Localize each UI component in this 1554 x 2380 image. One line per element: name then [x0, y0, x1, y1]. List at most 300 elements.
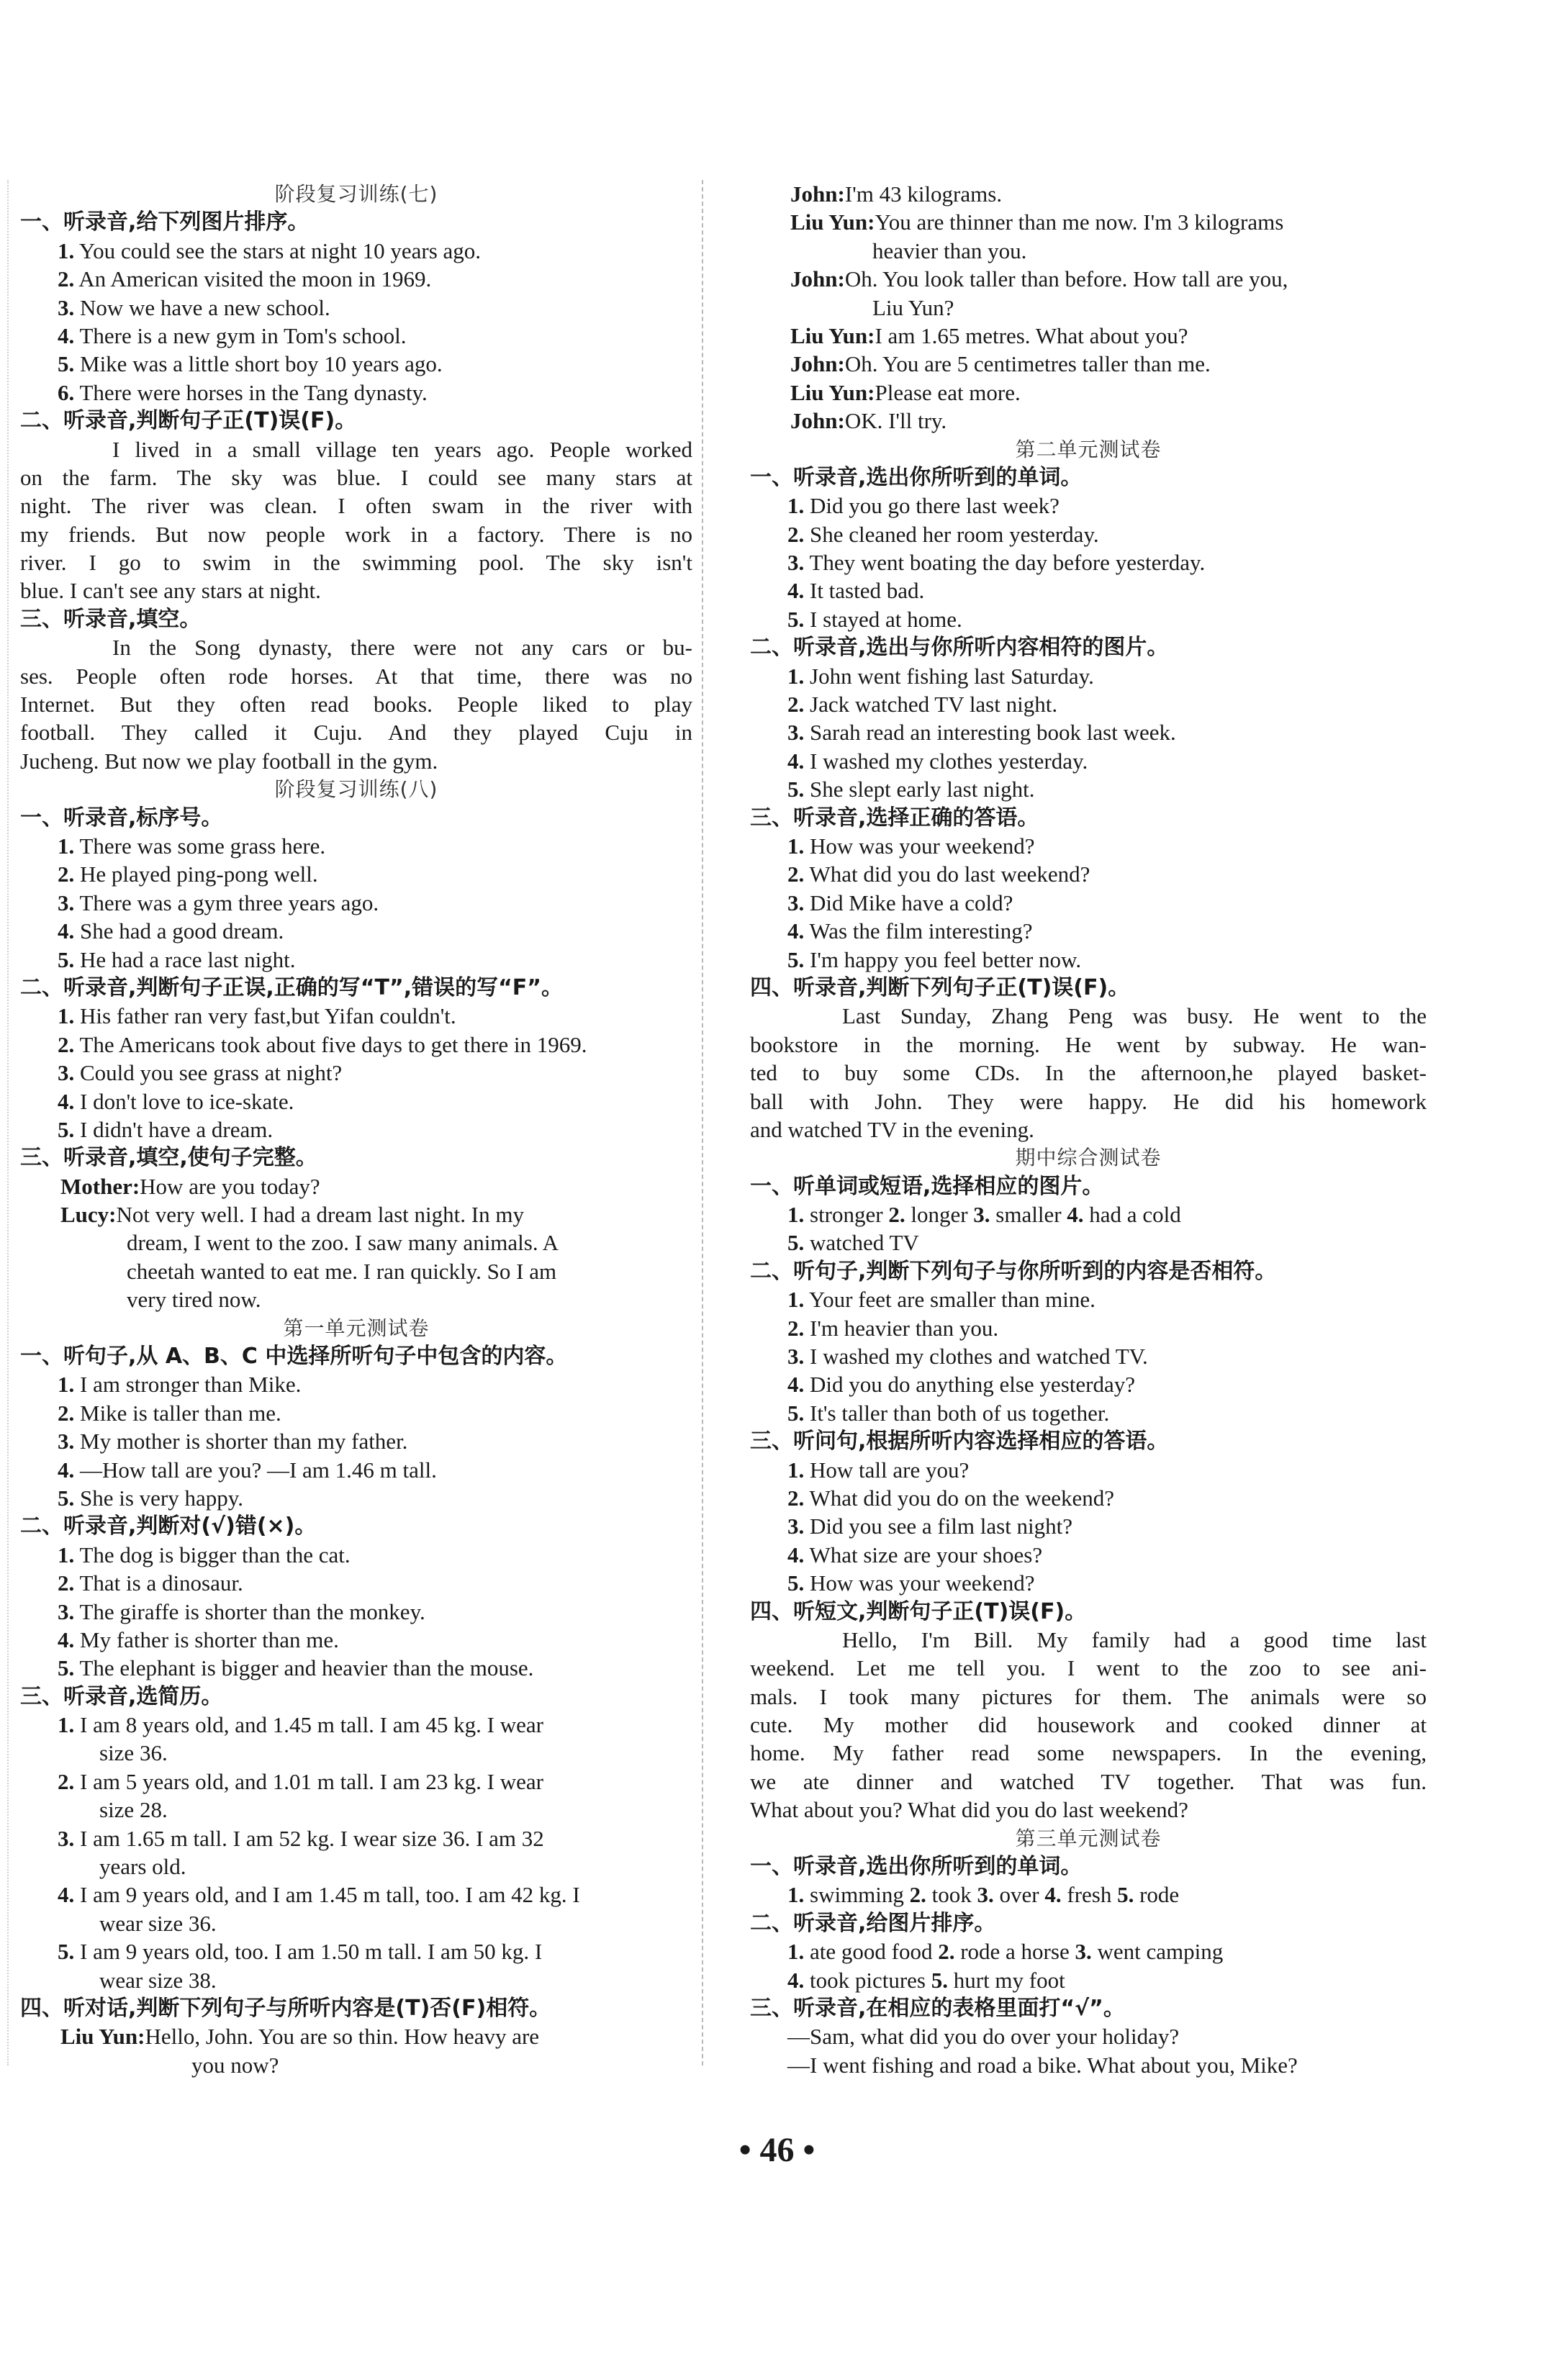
- answer-item: [20, 832, 692, 860]
- item-text: I washed my clothes and watched TV.: [810, 1344, 1148, 1370]
- passage-line: ses. People often rode horses. At that time, there was no: [20, 663, 692, 689]
- dialogue-text: OK. I'll try.: [844, 408, 947, 434]
- answer-item-continued: years old.: [99, 1854, 186, 1880]
- dialogue-text: Oh. You look taller than before. How tall are you,: [844, 266, 1288, 292]
- item-text: It's taller than both of us together.: [810, 1400, 1110, 1426]
- question-heading: 二、听录音,选出与你所听内容相符的图片。: [750, 635, 1169, 661]
- passage-line: my friends. But now people work in a factory. There is no: [20, 521, 692, 547]
- dialogue-line: [750, 180, 1427, 208]
- answer-item: [20, 1569, 692, 1597]
- dialogue-text: Hello, John. You are so thin. How heavy are: [145, 2024, 540, 2050]
- item-text: What did you do last weekend?: [809, 861, 1090, 887]
- answer-item: [20, 1059, 692, 1087]
- passage-line: What about you? What did you do last weekend?: [750, 1797, 1188, 1823]
- item-number: 2.: [58, 1768, 75, 1794]
- item-text: What did you do on the weekend?: [809, 1485, 1114, 1511]
- item-text: I am 9 years old, too. I am 1.50 m tall. I am 50 kg. I: [80, 1939, 543, 1965]
- dialogue-text: I'm 43 kilograms.: [844, 181, 1003, 207]
- item-text: longer: [911, 1202, 968, 1228]
- item-number: 4.: [58, 1088, 75, 1114]
- answer-item: [750, 605, 1427, 633]
- answer-item: [20, 1881, 692, 1909]
- item-number: 2.: [787, 1315, 805, 1341]
- item-number: 5.: [1117, 1882, 1134, 1908]
- item-text: Jack watched TV last night.: [810, 692, 1058, 718]
- item-number: 4.: [787, 578, 805, 604]
- answer-item: [20, 350, 692, 378]
- item-number: 2.: [787, 521, 805, 547]
- item-text: I am 1.65 m tall. I am 52 kg. I wear size 36. I am 32: [80, 1825, 544, 1851]
- item-number: 2.: [58, 861, 75, 887]
- item-number: 2.: [909, 1882, 926, 1908]
- answer-item: [750, 520, 1427, 548]
- item-number: 5.: [58, 1655, 75, 1681]
- answer-item: [20, 1002, 692, 1030]
- answer-item: [750, 492, 1427, 520]
- item-number: 1.: [58, 833, 75, 859]
- item-text: The Americans took about five days to get there in 1969.: [79, 1031, 587, 1057]
- item-number: 1.: [787, 1457, 805, 1483]
- dialogue-continued: very tired now.: [127, 1287, 261, 1313]
- item-text: Did you go there last week?: [810, 493, 1060, 519]
- answer-item: [20, 1626, 692, 1654]
- right-column: [750, 180, 1427, 2079]
- item-text: The giraffe is shorter than the monkey.: [79, 1598, 425, 1624]
- item-text: How was your weekend?: [810, 833, 1035, 859]
- item-number: 2.: [787, 861, 805, 887]
- dialogue-line: [20, 2022, 692, 2050]
- passage-line: ball with John. They were happy. He did his homework: [750, 1088, 1427, 1114]
- item-text: I am stronger than Mike.: [80, 1372, 302, 1398]
- passage-line: football. They called it Cuju. And they played Cuju in: [20, 720, 692, 746]
- item-text: I didn't have a dream.: [80, 1116, 274, 1142]
- item-number: 5.: [787, 1230, 805, 1256]
- section-title: 阶段复习训练(七): [274, 182, 438, 206]
- dialogue-line: [20, 1172, 692, 1200]
- item-text: had a cold: [1089, 1202, 1181, 1228]
- passage-line: Jucheng. But now we play football in the gym.: [20, 748, 438, 774]
- dialogue-continued: heavier than you.: [872, 237, 1027, 263]
- item-number: 3.: [58, 1060, 75, 1086]
- item-number: 2.: [888, 1202, 905, 1228]
- item-text: fresh: [1067, 1882, 1112, 1908]
- item-text: ate good food: [810, 1939, 933, 1965]
- item-number: 4.: [787, 1372, 805, 1398]
- item-text: rode a horse: [960, 1939, 1070, 1965]
- answer-item: [750, 747, 1427, 775]
- passage-line: Internet. But they often read books. People liked to play: [20, 692, 692, 718]
- answer-item-continued: wear size 36.: [99, 1910, 217, 1936]
- answer-item: [750, 1484, 1427, 1512]
- item-number: 1.: [787, 1939, 805, 1965]
- answer-item: [750, 1399, 1427, 1427]
- item-number: 3.: [58, 1429, 75, 1454]
- item-number: 5.: [787, 946, 805, 972]
- answer-item: [750, 889, 1427, 917]
- question-heading: 三、听问句,根据所听内容选择相应的答语。: [750, 1429, 1169, 1454]
- question-heading: 一、听句子,从 A、B、C 中选择所听句子中包含的内容。: [20, 1344, 568, 1370]
- item-text: How was your weekend?: [810, 1570, 1035, 1596]
- item-number: 1.: [58, 1542, 75, 1567]
- answer-item: [20, 379, 692, 407]
- question-heading: 一、听录音,给下列图片排序。: [20, 209, 310, 235]
- item-text: The dog is bigger than the cat.: [79, 1542, 351, 1567]
- item-number: 4.: [58, 1882, 75, 1908]
- answer-item: [20, 265, 692, 293]
- item-text: over: [999, 1882, 1039, 1908]
- answer-item: [20, 1370, 692, 1398]
- question-heading: 三、听录音,填空,使句子完整。: [20, 1145, 317, 1171]
- item-text: Sarah read an interesting book last week.: [810, 720, 1176, 746]
- item-text: Now we have a new school.: [80, 294, 330, 320]
- item-number: 2.: [787, 1485, 805, 1511]
- answer-item: [20, 1824, 692, 1852]
- passage-line: cute. My mother did housework and cooked dinner at: [750, 1712, 1427, 1738]
- answer-item: [750, 1569, 1427, 1597]
- question-heading: 二、听录音,判断句子正误,正确的写“T”,错误的写“F”。: [20, 974, 564, 1000]
- section-title: 期中综合测试卷: [1015, 1146, 1162, 1170]
- dialogue-text: Oh. You are 5 centimetres taller than me.: [844, 351, 1211, 377]
- answer-item: [750, 860, 1427, 888]
- question-heading: 四、听录音,判断下列句子正(T)误(F)。: [750, 974, 1130, 1000]
- answer-item: [20, 1116, 692, 1144]
- passage-line: home. My father read some newspapers. In the evening,: [750, 1740, 1427, 1766]
- page-number: • 46 •: [738, 2131, 816, 2169]
- dialogue-text: You are thinner than me now. I'm 3 kilograms: [875, 209, 1284, 235]
- answer-item: [20, 1031, 692, 1059]
- item-number: 3.: [787, 550, 805, 576]
- column-divider: [702, 180, 703, 2065]
- dialogue-line: —I went fishing and road a bike. What about you, Mike?: [787, 2052, 1298, 2078]
- item-text: went camping: [1097, 1939, 1224, 1965]
- passage-line: ted to buy some CDs. In the afternoon,he played basket-: [750, 1060, 1427, 1086]
- question-heading: 三、听录音,填空。: [20, 606, 202, 632]
- answer-item: [750, 1370, 1427, 1398]
- item-number: 1.: [58, 1712, 75, 1738]
- section-title: 第一单元测试卷: [283, 1316, 430, 1340]
- section-title: 第二单元测试卷: [1015, 437, 1162, 461]
- answer-item: [750, 917, 1427, 945]
- answer-item: [20, 237, 692, 265]
- speaker-name: Mother:: [60, 1173, 140, 1199]
- question-heading: 一、听录音,标序号。: [20, 805, 223, 831]
- left-margin-line: [7, 180, 9, 2065]
- item-number: 4.: [58, 1626, 75, 1652]
- question-heading: 二、听录音,给图片排序。: [750, 1910, 996, 1936]
- item-text: I stayed at home.: [810, 606, 962, 632]
- answer-item: [20, 946, 692, 974]
- answer-item: [20, 860, 692, 888]
- item-text: I washed my clothes yesterday.: [810, 748, 1088, 774]
- item-text: What size are your shoes?: [809, 1542, 1043, 1567]
- inline-answers: [750, 1200, 1427, 1229]
- passage-line: and watched TV in the evening.: [750, 1116, 1034, 1142]
- item-text: I don't love to ice-skate.: [80, 1088, 294, 1114]
- answer-item: [20, 1087, 692, 1116]
- item-text: It tasted bad.: [810, 578, 925, 604]
- item-text: She is very happy.: [80, 1485, 244, 1511]
- question-heading: 二、听录音,判断对(√)错(×)。: [20, 1513, 317, 1539]
- item-number: 5.: [787, 777, 805, 802]
- answer-item: [20, 1484, 692, 1512]
- item-number: 2.: [58, 1570, 75, 1596]
- item-number: 2.: [58, 1031, 75, 1057]
- dialogue-text: How are you today?: [140, 1173, 320, 1199]
- question-heading: 三、听录音,选简历。: [20, 1683, 223, 1709]
- item-number: 1.: [787, 1287, 805, 1313]
- speaker-name: Lucy:: [60, 1202, 117, 1228]
- answer-item-continued: size 36.: [99, 1740, 168, 1766]
- item-text: An American visited the moon in 1969.: [78, 266, 432, 292]
- item-text: There were horses in the Tang dynasty.: [79, 379, 428, 405]
- dialogue-text: Please eat more.: [875, 379, 1021, 405]
- answer-item: [750, 1314, 1427, 1342]
- inline-answers: [750, 1966, 1427, 1994]
- answer-item: [20, 1541, 692, 1569]
- dialogue-text: I am 1.65 metres. What about you?: [875, 322, 1188, 348]
- answer-item: [750, 1541, 1427, 1569]
- answer-item: [20, 1937, 692, 1965]
- item-number: 5.: [787, 606, 805, 632]
- item-number: 3.: [787, 1344, 805, 1370]
- answer-item: [750, 832, 1427, 860]
- passage-line: on the farm. The sky was blue. I could see many stars at: [20, 464, 692, 490]
- question-heading: 一、听单词或短语,选择相应的图片。: [750, 1173, 1104, 1199]
- answer-item: [750, 690, 1427, 718]
- item-text: She slept early last night.: [810, 777, 1035, 802]
- item-number: 5.: [931, 1967, 948, 1993]
- item-text: Did you do anything else yesterday?: [810, 1372, 1135, 1398]
- question-heading: 三、听录音,在相应的表格里面打“√”。: [750, 1996, 1125, 2021]
- answer-item: [750, 718, 1427, 746]
- section-title: 阶段复习训练(八): [274, 777, 438, 802]
- item-number: 2.: [787, 692, 805, 718]
- answer-item: [20, 294, 692, 322]
- item-text: That is a dinosaur.: [79, 1570, 243, 1596]
- item-text: John went fishing last Saturday.: [810, 663, 1094, 689]
- speaker-name: John:: [790, 181, 845, 207]
- dialogue-continued: cheetah wanted to eat me. I ran quickly. So I am: [127, 1258, 557, 1284]
- item-number: 5.: [58, 1116, 75, 1142]
- dialogue-text: Not very well. I had a dream last night. In my: [116, 1202, 524, 1228]
- item-text: rode: [1139, 1882, 1180, 1908]
- dialogue-continued: Liu Yun?: [872, 294, 954, 320]
- question-heading: 二、听录音,判断句子正(T)误(F)。: [20, 408, 357, 434]
- item-text: Mike was a little short boy 10 years ago.: [80, 351, 443, 377]
- dialogue-line: [750, 350, 1427, 378]
- dialogue-line: [750, 407, 1427, 435]
- answer-item: [20, 1427, 692, 1455]
- item-number: 4.: [787, 1967, 805, 1993]
- question-heading: 二、听句子,判断下列句子与你所听到的内容是否相符。: [750, 1258, 1277, 1284]
- question-heading: 三、听录音,选择正确的答语。: [750, 805, 1039, 831]
- left-column: [20, 180, 692, 2079]
- dialogue-line: [750, 379, 1427, 407]
- answer-item: [20, 1598, 692, 1626]
- item-number: 1.: [787, 1882, 805, 1908]
- item-number: 3.: [1075, 1939, 1092, 1965]
- answer-item: [20, 1399, 692, 1427]
- item-text: swimming: [810, 1882, 904, 1908]
- passage-line: weekend. Let me tell you. I went to the zoo to see ani-: [750, 1655, 1427, 1681]
- speaker-name: Liu Yun:: [60, 2024, 145, 2050]
- item-text: There is a new gym in Tom's school.: [79, 322, 407, 348]
- section-title: 第三单元测试卷: [1015, 1826, 1162, 1850]
- question-heading: 一、听录音,选出你所听到的单词。: [750, 464, 1083, 490]
- item-text: Your feet are smaller than mine.: [808, 1287, 1096, 1313]
- item-number: 5.: [787, 1570, 805, 1596]
- item-text: He had a race last night.: [80, 946, 296, 972]
- item-number: 1.: [58, 1003, 75, 1029]
- item-text: How tall are you?: [810, 1457, 970, 1483]
- item-text: I am 8 years old, and 1.45 m tall. I am 45 kg. I wear: [80, 1712, 543, 1738]
- answer-item: [750, 1342, 1427, 1370]
- item-text: I am 5 years old, and 1.01 m tall. I am 23 kg. I wear: [80, 1768, 543, 1794]
- speaker-name: John:: [790, 351, 845, 377]
- item-number: 3.: [58, 890, 75, 915]
- item-text: His father ran very fast,but Yifan couldn't.: [80, 1003, 456, 1029]
- item-text: smaller: [995, 1202, 1062, 1228]
- item-number: 4.: [1044, 1882, 1062, 1908]
- answer-item: [750, 775, 1427, 803]
- item-text: He played ping-pong well.: [80, 861, 318, 887]
- item-text: —How tall are you? —I am 1.46 m tall.: [80, 1457, 437, 1483]
- item-number: 4.: [787, 1542, 805, 1567]
- answer-item: [20, 889, 692, 917]
- item-text: took pictures: [810, 1967, 926, 1993]
- item-text: stronger: [810, 1202, 883, 1228]
- dialogue-line: [20, 1200, 692, 1229]
- passage-line: we ate dinner and watched TV together. That was fun.: [750, 1768, 1427, 1794]
- answer-item: [750, 1285, 1427, 1313]
- item-text: I'm heavier than you.: [810, 1315, 999, 1341]
- item-text: Did you see a film last night?: [810, 1513, 1073, 1539]
- item-number: 1.: [58, 1372, 75, 1398]
- question-heading: 四、听短文,判断句子正(T)误(F)。: [750, 1598, 1087, 1624]
- passage-line: I lived in a small village ten years ago. People worked: [112, 436, 692, 462]
- item-number: 5.: [58, 1939, 75, 1965]
- item-number: 4.: [58, 322, 75, 348]
- item-text: Did Mike have a cold?: [810, 890, 1013, 915]
- item-text: I'm happy you feel better now.: [810, 946, 1082, 972]
- item-number: 2.: [58, 266, 75, 292]
- dialogue-line: [750, 208, 1427, 236]
- item-text: My mother is shorter than my father.: [80, 1429, 408, 1454]
- answer-item: [20, 1768, 692, 1796]
- item-number: 6.: [58, 379, 75, 405]
- item-text: They went boating the day before yesterday.: [809, 550, 1206, 576]
- answer-item: [20, 1711, 692, 1739]
- answer-item: [750, 548, 1427, 576]
- item-number: 1.: [787, 663, 805, 689]
- item-text: She had a good dream.: [80, 918, 284, 944]
- item-number: 4.: [787, 918, 805, 944]
- item-number: 3.: [973, 1202, 990, 1228]
- item-text: The elephant is bigger and heavier than the mouse.: [79, 1655, 534, 1681]
- answer-item: [750, 1456, 1427, 1484]
- item-number: 3.: [977, 1882, 994, 1908]
- item-number: 4.: [1067, 1202, 1084, 1228]
- item-number: 4.: [58, 918, 75, 944]
- item-text: You could see the stars at night 10 years ago.: [78, 237, 482, 263]
- item-text: There was some grass here.: [79, 833, 326, 859]
- item-text: My father is shorter than me.: [80, 1626, 339, 1652]
- item-text: Was the film interesting?: [809, 918, 1033, 944]
- answer-item-continued: wear size 38.: [99, 1967, 217, 1993]
- answer-item-continued: size 28.: [99, 1797, 168, 1823]
- item-number: 3.: [58, 294, 75, 320]
- item-number: 5.: [58, 1485, 75, 1511]
- speaker-name: Liu Yun:: [790, 379, 875, 405]
- item-number: 4.: [58, 1457, 75, 1483]
- item-text: I am 9 years old, and I am 1.45 m tall, too. I am 42 kg. I: [80, 1882, 580, 1908]
- item-number: 3.: [787, 1513, 805, 1539]
- answer-item: [750, 946, 1427, 974]
- passage-line: mals. I took many pictures for them. The animals were so: [750, 1683, 1427, 1709]
- dialogue-line: [750, 265, 1427, 293]
- passage-line: Last Sunday, Zhang Peng was busy. He went to the: [842, 1003, 1427, 1029]
- item-number: 1.: [787, 493, 805, 519]
- dialogue-continued: you now?: [191, 2052, 279, 2078]
- question-heading: 一、听录音,选出你所听到的单词。: [750, 1854, 1083, 1880]
- item-text: Mike is taller than me.: [80, 1400, 281, 1426]
- item-number: 1.: [787, 833, 805, 859]
- speaker-name: Liu Yun:: [790, 209, 875, 235]
- item-text: took: [931, 1882, 972, 1908]
- inline-answers: [750, 1937, 1427, 1965]
- item-number: 2.: [58, 1400, 75, 1426]
- answer-item: [750, 1512, 1427, 1540]
- item-number: 3.: [58, 1825, 75, 1851]
- item-number: 3.: [787, 890, 805, 915]
- item-number: 1.: [58, 237, 75, 263]
- item-number: 3.: [787, 720, 805, 746]
- dialogue-continued: dream, I went to the zoo. I saw many animals. A: [127, 1230, 559, 1256]
- inline-answers: [750, 1881, 1427, 1909]
- item-number: 4.: [787, 748, 805, 774]
- speaker-name: John:: [790, 408, 845, 434]
- answer-item: [20, 322, 692, 350]
- item-number: 3.: [58, 1598, 75, 1624]
- item-number: 2.: [938, 1939, 955, 1965]
- item-text: She cleaned her room yesterday.: [810, 521, 1099, 547]
- answer-item: [750, 1229, 1427, 1257]
- answer-item: [750, 576, 1427, 605]
- item-text: hurt my foot: [953, 1967, 1065, 1993]
- question-heading: 四、听对话,判断下列句子与所听内容是(T)否(F)相符。: [20, 1996, 551, 2021]
- speaker-name: John:: [790, 266, 845, 292]
- item-text: Could you see grass at night?: [80, 1060, 343, 1086]
- passage-line: bookstore in the morning. He went by subway. He wan-: [750, 1031, 1427, 1057]
- passage-line: night. The river was clean. I often swam in the river with: [20, 493, 692, 519]
- passage-line: In the Song dynasty, there were not any cars or bu-: [112, 635, 692, 661]
- speaker-name: Liu Yun:: [790, 322, 875, 348]
- item-number: 5.: [58, 351, 75, 377]
- dialogue-line: [750, 322, 1427, 350]
- answer-item: [20, 917, 692, 945]
- passage-line: Hello, I'm Bill. My family had a good time last: [842, 1626, 1427, 1652]
- passage-line: blue. I can't see any stars at night.: [20, 578, 321, 604]
- item-number: 5.: [787, 1400, 805, 1426]
- dialogue-line: —Sam, what did you do over your holiday?: [787, 2024, 1180, 2050]
- item-text: There was a gym three years ago.: [79, 890, 379, 915]
- item-text: watched TV: [810, 1230, 919, 1256]
- passage-line: river. I go to swim in the swimming pool. The sky isn't: [20, 550, 692, 576]
- answer-item: [20, 1456, 692, 1484]
- answer-item: [750, 662, 1427, 690]
- item-number: 5.: [58, 946, 75, 972]
- answer-item: [20, 1654, 692, 1682]
